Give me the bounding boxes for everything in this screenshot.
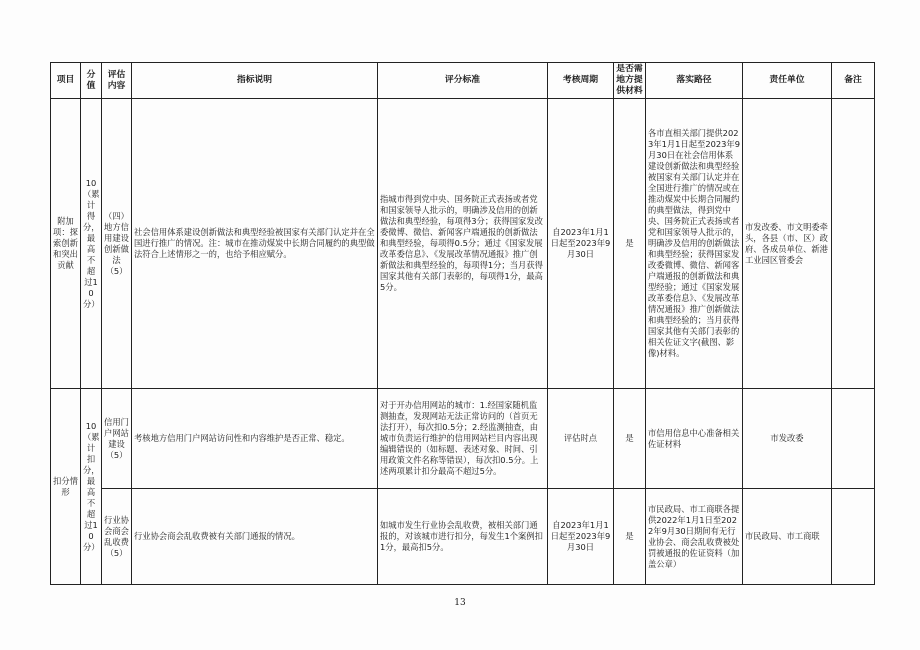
cell-description: 社会信用体系建设创新做法和典型经验被国家有关部门认定并在全国进行推广的情况。注：城市在推动煤炭中长期合同履约的典型做法符合上述情形之一的，也给予相应赋分。	[132, 99, 378, 389]
cell-project: 附加项：探索创新和突出贡献	[51, 99, 81, 389]
cell-unit: 市发改委	[743, 389, 832, 489]
cell-material: 是	[614, 99, 646, 389]
cell-path: 市信用信息中心准备相关佐证材料	[646, 389, 743, 489]
evaluation-table	[50, 62, 875, 585]
cell-path: 市民政局、市工商联各提供2022年1月1日至2022年9月30日期间有无行业协会、商会乱收费被处罚被通报的佐证资料（加盖公章）	[646, 489, 743, 585]
header-note: 备注	[832, 63, 875, 99]
cell-description: 行业协会商会乱收费被有关部门通报的情况。	[132, 489, 378, 585]
cell-period: 自2023年1月1日起至2023年9月30日	[548, 489, 614, 585]
cell-score: 10（累计得分，最高不超过10分）	[81, 99, 102, 389]
table-header-row	[51, 63, 875, 99]
header-score: 分值	[81, 63, 102, 99]
header-project: 项目	[51, 63, 81, 99]
cell-content: （四）地方信用建设创新做法（5）	[102, 99, 132, 389]
cell-path: 各市直相关部门提供2023年1月1日起至2023年9月30日在社会信用体系建设创新做法和典型经验被国家有关部门认定并在全国进行推广的情况或在推动煤炭中长期合同履约的典型做法，得到党中央、国务院正式表扬或者党和国家领导人批示的，明确涉及信用的创新做法和典型经验；获得国家发改委微博、微信、新闻客户端通报的创新做法和典型经验；通过《国家发展改革委信息》、《发展改革情况通报》推广创新做法和典型经验的；当月获得国家其他有关部门表彰的相关佐证文字(截图、影像)材料。	[646, 99, 743, 389]
cell-material: 是	[614, 489, 646, 585]
header-path: 落实路径	[646, 63, 743, 99]
header-unit: 责任单位	[743, 63, 832, 99]
cell-description: 考核地方信用门户网站访问性和内容维护是否正常、稳定。	[132, 389, 378, 489]
table-row	[51, 99, 875, 389]
cell-project: 扣分情形	[51, 389, 81, 585]
cell-period: 评估时点	[548, 389, 614, 489]
header-description: 指标说明	[132, 63, 378, 99]
cell-standard: 对于开办信用网站的城市：1.经国家随机监测抽查，发现网站无法正常访问的（首页无法打开），每次扣0.5分；2.经监测抽查，由城市负责运行维护的信用网站栏目内容出现编辑错误的（如标题、表述对象、时间、引用政策文件名称等错误），每次扣0.5分。上述两项累计扣分最高不超过5分。	[378, 389, 548, 489]
header-material: 是否需地方提供材料	[614, 63, 646, 99]
table-row	[51, 489, 875, 585]
header-period: 考核周期	[548, 63, 614, 99]
cell-period: 自2023年1月1日起至2023年9月30日	[548, 99, 614, 389]
cell-note	[832, 489, 875, 585]
cell-note	[832, 99, 875, 389]
cell-content: 信用门户网站建设（5）	[102, 389, 132, 489]
page-number: 13	[454, 598, 466, 608]
cell-material: 是	[614, 389, 646, 489]
cell-content: 行业协会商会乱收费（5）	[102, 489, 132, 585]
cell-unit: 市民政局、市工商联	[743, 489, 832, 585]
table-row	[51, 389, 875, 489]
cell-unit: 市发改委、市文明委牵头，各县（市、区）政府、各成员单位、新港工业园区管委会	[743, 99, 832, 389]
cell-standard: 指城市得到党中央、国务院正式表扬或者党和国家领导人批示的，明确涉及信用的创新做法和典型经验，每项得3分；获得国家发改委微博、微信、新闻客户端通报的创新做法和典型经验，每项得0.5分；通过《国家发展改革委信息》、《发展改革情况通报》推广创新做法和典型经验的，每项得1分；当月获得国家其他有关部门表彰的，每项得1分，最高5分。	[378, 99, 548, 389]
header-standard: 评分标准	[378, 63, 548, 99]
cell-standard: 如城市发生行业协会乱收费，被相关部门通报的，对该城市进行扣分，每发生1个案例扣1分，最高扣5分。	[378, 489, 548, 585]
cell-score: 10（累计扣分，最高不超过10分）	[81, 389, 102, 585]
cell-note	[832, 389, 875, 489]
header-content: 评估内容	[102, 63, 132, 99]
